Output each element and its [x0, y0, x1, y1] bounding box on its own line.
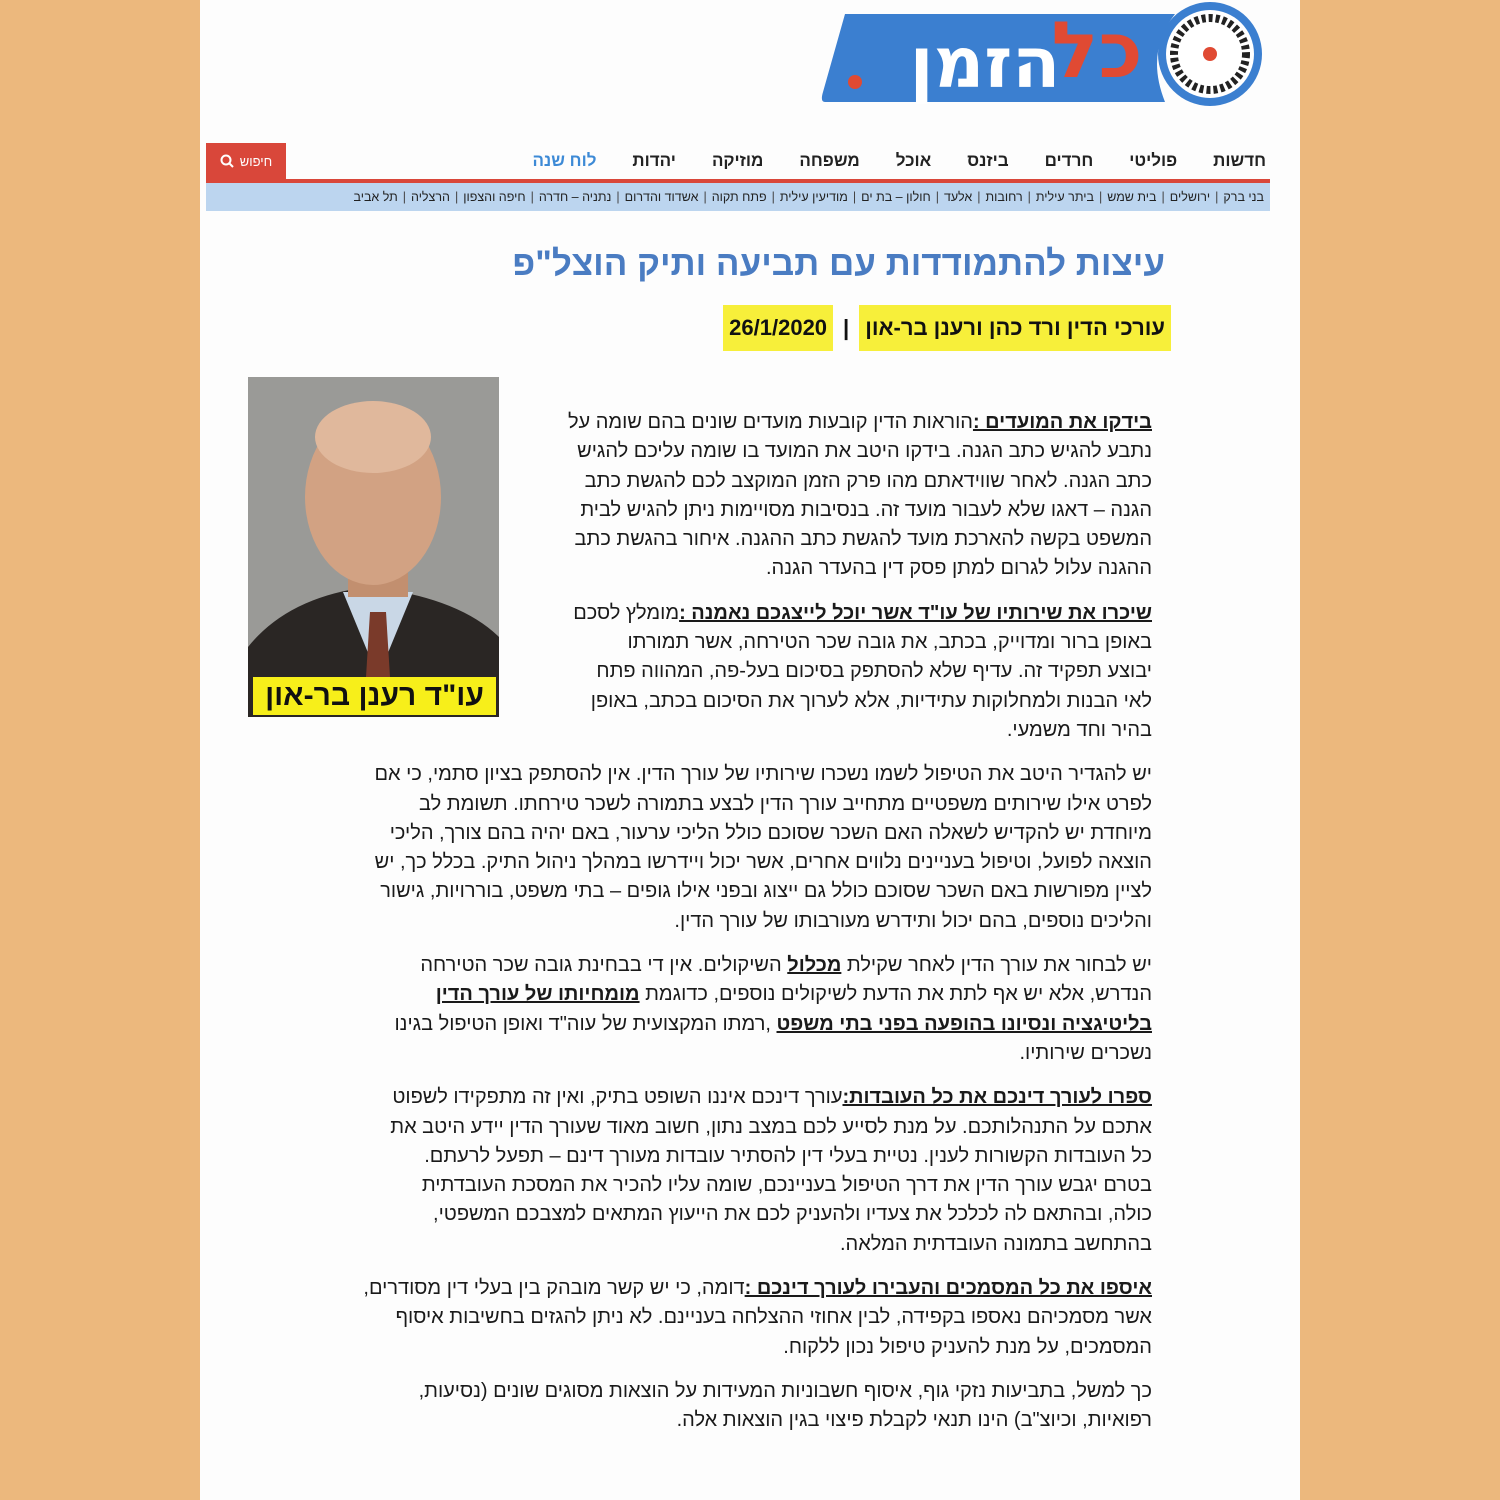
text-line [304, 980, 1152, 1009]
body-text: דומה, כי יש קשר מובהק בין בעלי דין מסודרים, [363, 1277, 745, 1300]
separator: | [1027, 190, 1031, 204]
body-text: כולה, ובהתאם לה לכלכל את צעדיו ולהעניק לכם את הייעוץ המתאים למצבכם המשפטי, [433, 1203, 1152, 1226]
date: 26/1/2020 [723, 305, 833, 351]
nav-item[interactable]: חרדים [1044, 151, 1094, 170]
svg-text:הזמן: הזמן [909, 22, 1061, 104]
body-text: המשפט בקשה להארכת מועד להגשת כתב ההגנה. איחור בהגשת כתב [574, 528, 1152, 551]
emphasis-text: שיכרו את שירותיו של עו"ד אשר יוכל לייצגכם נאמנה : [679, 601, 1152, 624]
body-text: בהיר וחד משמעי. [1006, 718, 1152, 741]
city-nav [206, 183, 1270, 211]
city-link[interactable]: נתניה – חדרה [538, 190, 612, 204]
article-headline: עיצות להתמודדות עם תביעה ותיק הוצל"פ [512, 244, 1165, 283]
text-line [304, 1377, 1152, 1406]
text-line [304, 599, 1152, 628]
text-line [304, 1274, 1152, 1303]
paragraph [304, 1274, 1152, 1362]
body-text: כל העובדות הקשורות לענין. נטיית בעלי דין להסתיר עובדות מעורך דינם – תפעל לרעתם. [424, 1144, 1152, 1167]
text-line [304, 496, 1152, 525]
emphasis-text: ספרו לעורך דינכם את כל העובדות: [842, 1086, 1152, 1109]
city-link[interactable]: ביתר עילית [1035, 190, 1094, 204]
body-text: יש להגדיר היטב את הטיפול לשמו נשכרו שירותיו של עורך הדין. אין להסתפק בציון סתמי, כי אם [374, 763, 1152, 786]
text-line [304, 1113, 1152, 1142]
paragraph [304, 1083, 1152, 1259]
body-text: הנדרש, אלא יש אף לתת את הדעת לשיקולים נוספים, כדוגמת [639, 983, 1152, 1006]
text-line [304, 408, 1152, 437]
text-line [304, 467, 1152, 496]
city-link[interactable]: מודיעין עילית [779, 190, 848, 204]
text-line [304, 848, 1152, 877]
article-body [304, 408, 1152, 1451]
text-line [304, 1200, 1152, 1229]
paragraph [304, 1377, 1152, 1436]
text-line [304, 628, 1152, 657]
text-line [304, 1039, 1152, 1068]
separator: | [703, 190, 707, 204]
body-text: נתבע להגיש כתב הגנה. בידקו היטב את המועד בו שומה עליכם להגיש [577, 440, 1152, 463]
search-label: חיפוש [239, 153, 273, 169]
emphasis-text: מכלול [787, 954, 842, 977]
body-text: יש לבחור את עורך הדין לאחר שקילת [841, 954, 1152, 977]
text-line [304, 554, 1152, 583]
body-text: באופן ברור ומדוייק, בכתב, את גובה שכר הטירחה, אשר תמורתו [627, 631, 1152, 654]
nav-item[interactable]: חדשות [1213, 151, 1266, 170]
separator: | [616, 190, 620, 204]
body-text: אשר מסמכיהם נאספו בקפידה, לבין אחוזי ההצלחה בעניינם. לא ניתן להגזים בחשיבות איסוף [395, 1306, 1152, 1329]
body-text: ,רמתו המקצועית של עוה"ד ואופן הטיפול בגינו [394, 1012, 777, 1035]
text-line [304, 1083, 1152, 1112]
nav-item[interactable]: משפחה [799, 151, 860, 170]
body-text: כך למשל, בתביעות נזקי גוף, איסוף חשבוניות המעידות על הוצאות מסוגים שונים (נסיעות, [418, 1379, 1152, 1402]
text-line [304, 657, 1152, 686]
body-text: מומלץ לסכם [573, 601, 680, 624]
text-line [304, 687, 1152, 716]
page [200, 0, 1300, 1500]
body-text: בהתחשב בתמונה העובדתית המלאה. [839, 1232, 1152, 1255]
body-text: ההגנה עלול לגרום למתן פסק דין בהעדר הגנה. [765, 557, 1152, 580]
author: עורכי הדין ורד כהן ורענן בר-און [859, 305, 1171, 351]
city-link[interactable]: חיפה והצפון [463, 190, 526, 204]
separator: | [1161, 190, 1165, 204]
text-line [304, 790, 1152, 819]
body-text: בטרם יגבש עורך הדין את דרך הטיפול בעניינכם, שומה עליו להכיר את המסכת העובדתית [421, 1174, 1152, 1197]
city-link[interactable]: חולון – בת ים [861, 190, 931, 204]
site-logo[interactable] [815, 2, 1265, 110]
text-line [304, 1333, 1152, 1362]
text-line [304, 760, 1152, 789]
text-line [304, 907, 1152, 936]
text-line [304, 951, 1152, 980]
paragraph [304, 951, 1152, 1068]
emphasis-text: בליטיגציה ונסיונו בהופעה בפני בתי משפט [776, 1012, 1152, 1035]
photo-caption: עו"ד רענן בר-און [253, 677, 496, 715]
separator: | [852, 190, 857, 204]
nav-item[interactable]: ביזנס [967, 151, 1009, 170]
city-link[interactable]: ירושלים [1169, 190, 1211, 204]
text-line [304, 1010, 1152, 1039]
body-text: הוצאה לפועל, וטיפול בעניינים נלווים אחרים, אשר יכול ויידרשו במהלך ניהול התיק. בכלל כך, יש [374, 851, 1152, 874]
city-link[interactable]: רחובות [985, 190, 1023, 204]
separator: | [530, 190, 534, 204]
body-text: לאי הבנות ולמחלוקות עתידיות, אלא לערוך את הסיכום בכתב, באופן [590, 689, 1152, 712]
nav-item[interactable]: מוזיקה [711, 151, 764, 170]
city-link[interactable]: פתח תקוה [711, 190, 767, 204]
byline [723, 305, 1171, 351]
text-line [304, 1142, 1152, 1171]
main-nav [206, 143, 1270, 183]
text-line [304, 437, 1152, 466]
city-link[interactable]: תל אביב [353, 190, 398, 204]
body-text: המסמכים, על מנת להעניק טיפול נכון ללקוח. [783, 1335, 1152, 1358]
nav-item[interactable]: פוליטי [1129, 151, 1178, 170]
city-link[interactable]: הרצליה [411, 190, 450, 204]
emphasis-text: איספו את כל המסמכים והעבירו לעורך דינכם : [744, 1277, 1152, 1300]
body-text: מיוחדת יש להקדיש לשאלה האם השכר שסוכם כולל הליכי ערעור, באם יהיה בהם צורך, הליכי [389, 821, 1152, 844]
body-text: כתב הגנה. לאחר שווידאתם מהו פרק הזמן המוקצב לכם להגשת כתב [584, 469, 1152, 492]
body-text: לפרט אילו שירותים משפטיים מתחייב עורך הדין לבצע בתמורה לשכר טירחתו. תשומת לב [419, 792, 1152, 815]
body-text: אתכם על התנהלותכם. על מנת לסייע לכם במצב נתון, חשוב מאוד שעורך הדין יידע היטב את [390, 1115, 1152, 1138]
text-line [304, 525, 1152, 554]
separator: | [402, 190, 407, 204]
body-text: הוראות הדין קובעות מועדים שונים בהם שומה על [567, 411, 973, 433]
text-line [304, 1171, 1152, 1200]
text-line [304, 1230, 1152, 1259]
city-link[interactable]: בית שמש [1107, 190, 1157, 204]
paragraph [304, 599, 1152, 745]
search-button[interactable] [206, 143, 286, 179]
text-line [304, 877, 1152, 906]
body-text: לציין מפורשות באם השכר שסוכם כולל גם ייצוג ובפני אילו גופים – בתי משפט, בוררויות, גישור [380, 880, 1152, 903]
body-text: יבוצע תפקיד זה. עדיף שלא להסתפק בסיכום בעל-פה, המהווה פתח [596, 660, 1152, 683]
text-line [304, 819, 1152, 848]
text-line [304, 716, 1152, 745]
byline-separator: | [843, 315, 850, 340]
emphasis-text: בידקו את המועדים : [972, 411, 1152, 433]
separator: | [1215, 190, 1219, 204]
body-text: עורך דינכם איננו השופט בתיק, ואין זה מתפקידו לשפוט [392, 1086, 843, 1109]
city-link[interactable]: אשדוד והדרום [624, 190, 699, 204]
search-icon [220, 154, 234, 168]
separator: | [977, 190, 981, 204]
emphasis-text: מומחיותו של עורך הדין [435, 983, 640, 1006]
separator: | [771, 190, 775, 204]
text-line [304, 1406, 1152, 1435]
separator: | [1098, 190, 1103, 204]
body-text: נשכרים שירותיו. [1019, 1041, 1152, 1064]
separator: | [935, 190, 939, 204]
nav-item[interactable]: אוכל [895, 151, 932, 170]
separator: | [454, 190, 459, 204]
nav-item[interactable]: לוח שנה [532, 151, 597, 170]
text-line [304, 1303, 1152, 1332]
nav-item[interactable]: יהדות [632, 151, 676, 170]
city-link[interactable]: בני ברק [1223, 190, 1264, 204]
city-link[interactable]: אלעד [943, 190, 973, 204]
body-text: הגנה – דאגו שלא לעבור מועד זה. בנסיבות מסויימות ניתן להגיש לבית [580, 498, 1152, 521]
paragraph [304, 408, 1152, 584]
body-text: רפואיות, וכיוצ"ב) הינו תנאי לקבלת פיצוי בגין הוצאות אלה. [676, 1409, 1152, 1432]
body-text: השיקולים. אין די בבחינת גובה שכר הטירחה [420, 954, 788, 977]
paragraph [304, 760, 1152, 936]
svg-text:כל: כל [1051, 6, 1143, 96]
body-text: והליכים נוספים, בהם יכול ותידרש מעורבותו של עורך הדין. [674, 909, 1152, 932]
